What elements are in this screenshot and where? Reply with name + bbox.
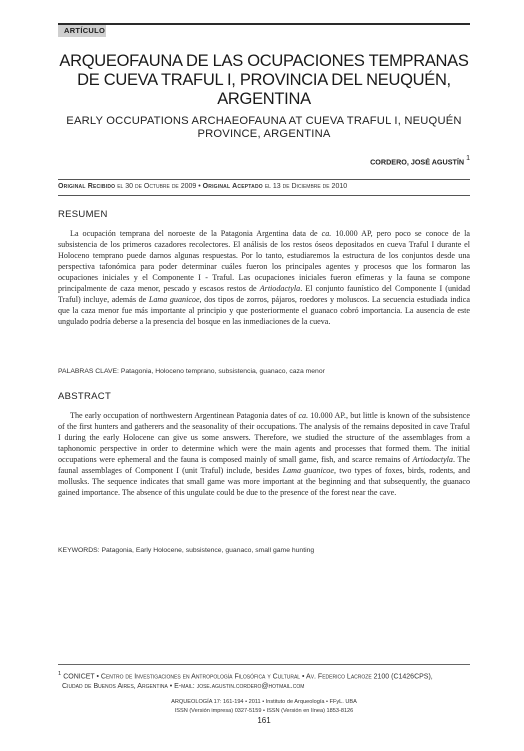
abstract-paragraph xyxy=(58,410,470,498)
abstract-text-1: The early occupation of northwestern Argentinean Patagonia dates of xyxy=(70,411,299,420)
header-rule xyxy=(58,23,470,25)
abstract-artiodactyla: Artiodactyla xyxy=(412,455,453,464)
journal-line-2: ISSN (Versión impresa) 0327-5159 • ISSN (Versión en línea) 1853-8126 xyxy=(174,707,354,714)
footnote-line-1-text: CONICET • Centro de Investigaciones en Antropología Filosófica y Cultural • Av. Federico Lacroze 2100 (C1426CPS), xyxy=(63,673,433,681)
abstract-text-2: 10.000 AP., but little is known of the subsistence of the first hunters and gatherers and the seasonality of their occupations. The analysis of the remains deposited in cave Traful I during the early Holocene can give us some answers. Therefore, we studied the structure of the assemblages from a taphonomic perspective in order to determine which were the main agents and processes that formed them. The initial occupations were ephemeral and the fauna is composed mainly of small game, fish, and scarce remains of xyxy=(58,411,470,464)
resumen-lama: Lama guanicoe xyxy=(148,295,200,304)
dates-top-rule xyxy=(58,179,470,180)
resumen-text-1: La ocupación temprana del noroeste de la Patagonia Argentina data de xyxy=(70,229,322,238)
journal-info xyxy=(58,698,470,715)
resumen-heading: RESUMEN xyxy=(58,209,108,220)
resumen-artiodactyla: Artiodactyla xyxy=(259,284,301,293)
palabras-clave-label: PALABRAS CLAVE: xyxy=(58,368,119,375)
footnote-rule xyxy=(58,664,470,665)
author-text: CORDERO, JOSÉ AGUSTÍN xyxy=(370,157,465,167)
dates-separator: • xyxy=(198,183,201,190)
subtitle-line-1: EARLY OCCUPATIONS ARCHAEOFAUNA AT CUEVA TRAFUL I, NEUQUÉN xyxy=(66,115,462,127)
resumen-text-2: 10.000 AP, pero poco se conoce de la subsistencia de los primeros cazadores recolectores. El análisis de los restos óseos depositados en cueva Traful I durante el Holoceno temprano puede darnos algunas respuestas. Por lo tanto, estudiaremos la estructura de los conjuntos desde una perspectiva tafonómica para poder determinar cuáles fueron los principales agentes y procesos que los formaron las ocupaciones iniciales y el Componente I - Traful. Las ocupaciones iniciales fueron efímeras y la fauna se compone principalmente de caza menor, pescado y escasos restos de xyxy=(58,229,470,293)
journal-line-1: ARQUEOLOGÍA 17: 161-194 • 2011 • Instituto de Arqueología • FFyL. UBA xyxy=(171,699,357,705)
resumen-paragraph xyxy=(58,228,470,327)
abstract-ca: ca. xyxy=(298,411,309,420)
keywords-values: Patagonia, Early Holocene, subsistence, guanaco, small game hunting xyxy=(101,547,315,554)
resumen-keywords xyxy=(58,368,470,375)
title-line-2: DE CUEVA TRAFUL I, PROVINCIA DEL NEUQUÉN, xyxy=(77,71,451,89)
page-number: 161 xyxy=(257,716,271,725)
abstract-text-3: . The faunal assemblages of Component I (unit Traful) include, besides xyxy=(58,455,471,475)
received-label: Original Recibido xyxy=(58,183,116,190)
abstract-keywords xyxy=(58,547,470,554)
submission-dates xyxy=(58,183,470,190)
resumen-text-3: . El conjunto faunístico del Componente I (unidad Traful) incluye, además de xyxy=(58,284,470,304)
author-footnote-marker: 1 xyxy=(466,155,470,162)
resumen-text-4: , dos tipos de zorros, pájaros, roedores y moluscos. La secuencia estudiada indica que la caza menor fue más importante al principio y que posteriormente el guanaco cobró importancia. La ausencia de este ungulado podría deberse a la presencia del bosque en las inmediaciones de la cueva. xyxy=(58,295,470,326)
subtitle-line-2: PROVINCE, ARGENTINA xyxy=(197,128,331,140)
palabras-clave-values: Patagonia, Holoceno temprano, subsistencia, guanaco, caza menor xyxy=(120,368,325,375)
author-name xyxy=(370,156,470,166)
footnote-marker: 1 xyxy=(58,671,62,677)
title-line-1: ARQUEOFAUNA DE LAS OCUPACIONES TEMPRANAS xyxy=(59,52,469,70)
footnote-line-2: Ciudad de Buenos Aires, Argentina • E-mail: jose.agustin.cordero@hotmail.com xyxy=(62,683,305,691)
received-value: el 30 de Octubre de 2009 xyxy=(117,183,197,190)
abstract-lama: Lama guanicoe xyxy=(282,466,334,475)
resumen-ca: ca. xyxy=(321,229,332,238)
section-tag: ARTÍCULO xyxy=(58,25,106,37)
keywords-label: KEYWORDS: xyxy=(58,547,100,554)
article-title xyxy=(58,52,470,109)
abstract-text-4: , two types of foxes, birds, rodents, and mollusks. The sequence indicates that small game was more important at the beginning and that subsequently, the guanaco gained importance. The absence of this ungulate could be due to the presence of the forest near the cave. xyxy=(58,466,470,497)
abstract-heading: ABSTRACT xyxy=(58,391,112,402)
title-line-3: ARGENTINA xyxy=(217,90,311,108)
accepted-value: el 13 de Diciembre de 2010 xyxy=(264,183,348,190)
accepted-label: Original Aceptado xyxy=(202,183,263,190)
article-subtitle xyxy=(58,115,470,141)
dates-bottom-rule xyxy=(58,195,470,196)
author-affiliation-footnote xyxy=(58,669,470,692)
footnote-line-1 xyxy=(58,669,470,682)
